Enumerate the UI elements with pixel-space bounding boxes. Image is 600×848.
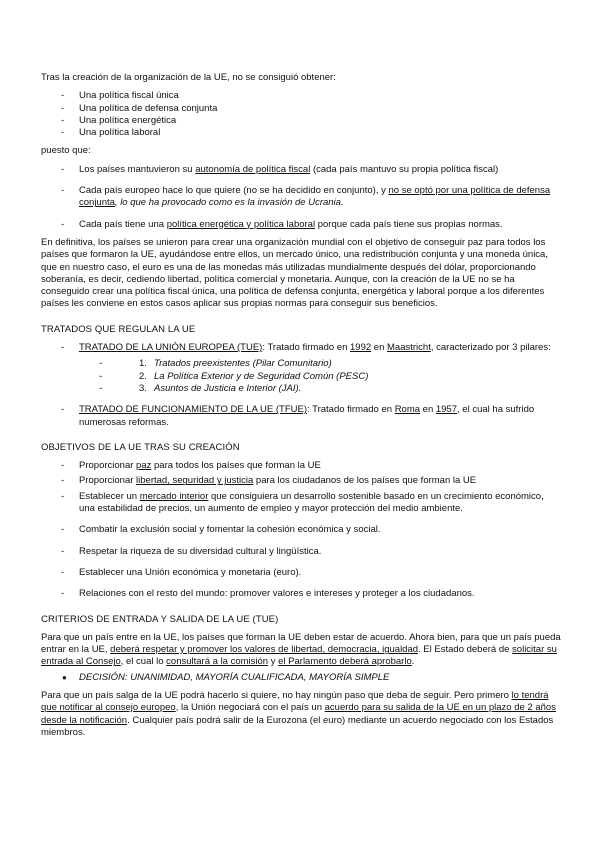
list-item: - Establecer un mercado interior que consiguiera un desarrollo sostenible basado en un crecimiento económico, una estabilidad de precios, un aumento de empleo y mayor protección del medio ambiente. <box>41 491 561 516</box>
section-heading-objectives: OBJETIVOS DE LA UE TRAS SU CREACIÓN <box>41 441 240 453</box>
list-item: - Combatir la exclusión social y fomentar la cohesión económica y social. <box>41 524 561 536</box>
missing-policies-list <box>41 90 561 139</box>
entry-paragraph: Para que un país entre en la UE, los países que forman la UE deben estar de acuerdo. Ahora bien, para que un país pueda entrar en la UE, deberá respetar y promover los valores de libertad, democracia, igualdad. El Estado deberá de solicitar su entrada al Consejo, el cual lo consultará a la comisión y el Parlamento deberá aprobarlo. <box>41 631 561 668</box>
list-item: - Una política de defensa conjunta <box>41 103 561 115</box>
exit-paragraph: Para que un país salga de la UE podrá hacerlo si quiere, no hay ningún paso que deba de seguir. Pero primero lo tendrá que notificar al consejo europeo, la Unión negociará con el país un acuerdo para su salida de la UE en un plazo de 2 años desde la notificación. Cualquier país podrá salir de la Eurozona (el euro) mediante un acuerdo negociado con los Estados miembros. <box>41 689 556 738</box>
list-item: - Relaciones con el resto del mundo: promover valores e intereses y proteger a los ciudadanos. <box>41 588 561 600</box>
treaties-list <box>41 342 561 429</box>
list-item: - Los países mantuvieron su autonomía de política fiscal (cada país mantuvo su propia política fiscal) <box>41 164 561 176</box>
list-item: - Cada país tiene una política energética y política laboral porque cada país tiene sus propias normas. <box>41 219 561 231</box>
list-item: - Cada país europeo hace lo que quiere (no se ha decidido en conjunto), y no se optó por una política de defensa conjunta, lo que ha provocado como es la invasión de Ucrania. <box>41 185 561 210</box>
list-item: - 1. Tratados preexistentes (Pilar Comunitario) <box>79 358 561 370</box>
list-item-tue: - TRATADO DE LA UNIÓN EUROPEA (TUE): Tratado firmado en 1992 en Maastricht, caracterizado por 3 pilares: - 1. Tratados preexistentes (Pilar Comunitario) - 2. La Política Exterior y de Seguridad Común (PESC) - 3. Asuntos de Justicia e Interior (JAI). <box>41 342 561 395</box>
pillars-list <box>79 358 561 395</box>
list-item: - Establecer una Unión económica y monetaria (euro). <box>41 567 561 579</box>
list-item: - 3. Asuntos de Justicia e Interior (JAI). <box>79 383 561 395</box>
decision-bullet: ● DECISIÓN: UNANIMIDAD, MAYORÍA CUALIFICADA, MAYORÍA SIMPLE <box>62 671 390 683</box>
list-item: - Una política fiscal única <box>41 90 561 102</box>
list-item: - 2. La Política Exterior y de Seguridad Común (PESC) <box>79 371 561 383</box>
conclusion-paragraph: En definitiva, los países se unieron para crear una organización mundial con el objetivo de conseguir paz para todos los países que formaron la UE, ayudándose entre ellos, un mercado único, una redistribución conjunta y una moneda única, que en nuestro caso, el euro es una de las monedas más utilizadas mundialmente después del dólar, proporcionando soberanía, es decir, cediendo libertad, política comercial y monetaria. Aunque, con la creación de la UE no se ha conseguido crear una política fiscal única, una política de defensa conjunta, energética y laboral porque a los diferentes países les conviene en estos casos aplicar sus propias normas para conseguir sus beneficios. <box>41 236 548 310</box>
list-item: - Proporcionar libertad, seguridad y justicia para los ciudadanos de los países que forman la UE <box>41 475 561 487</box>
bullet-dot-icon: ● <box>62 672 67 682</box>
objectives-list <box>41 460 561 600</box>
section-heading-criteria: CRITERIOS DE ENTRADA Y SALIDA DE LA UE (TUE) <box>41 613 279 625</box>
because-label: puesto que: <box>41 145 91 157</box>
list-item-tfue: - TRATADO DE FUNCIONAMIENTO DE LA UE (TFUE): Tratado firmado en Roma en 1957, el cual ha sufrido numerosas reformas. <box>41 404 561 429</box>
document-page <box>41 72 561 739</box>
list-item: - Una política energética <box>41 115 561 127</box>
reasons-list <box>41 164 561 231</box>
section-heading-treaties: TRATADOS QUE REGULAN LA UE <box>41 323 196 335</box>
list-item: - Respetar la riqueza de su diversidad cultural y lingüística. <box>41 546 561 558</box>
list-item: - Una política laboral <box>41 127 561 139</box>
intro-lead: Tras la creación de la organización de la UE, no se consiguió obtener: <box>41 72 336 83</box>
list-item: - Proporcionar paz para todos los países que forman la UE <box>41 460 561 472</box>
